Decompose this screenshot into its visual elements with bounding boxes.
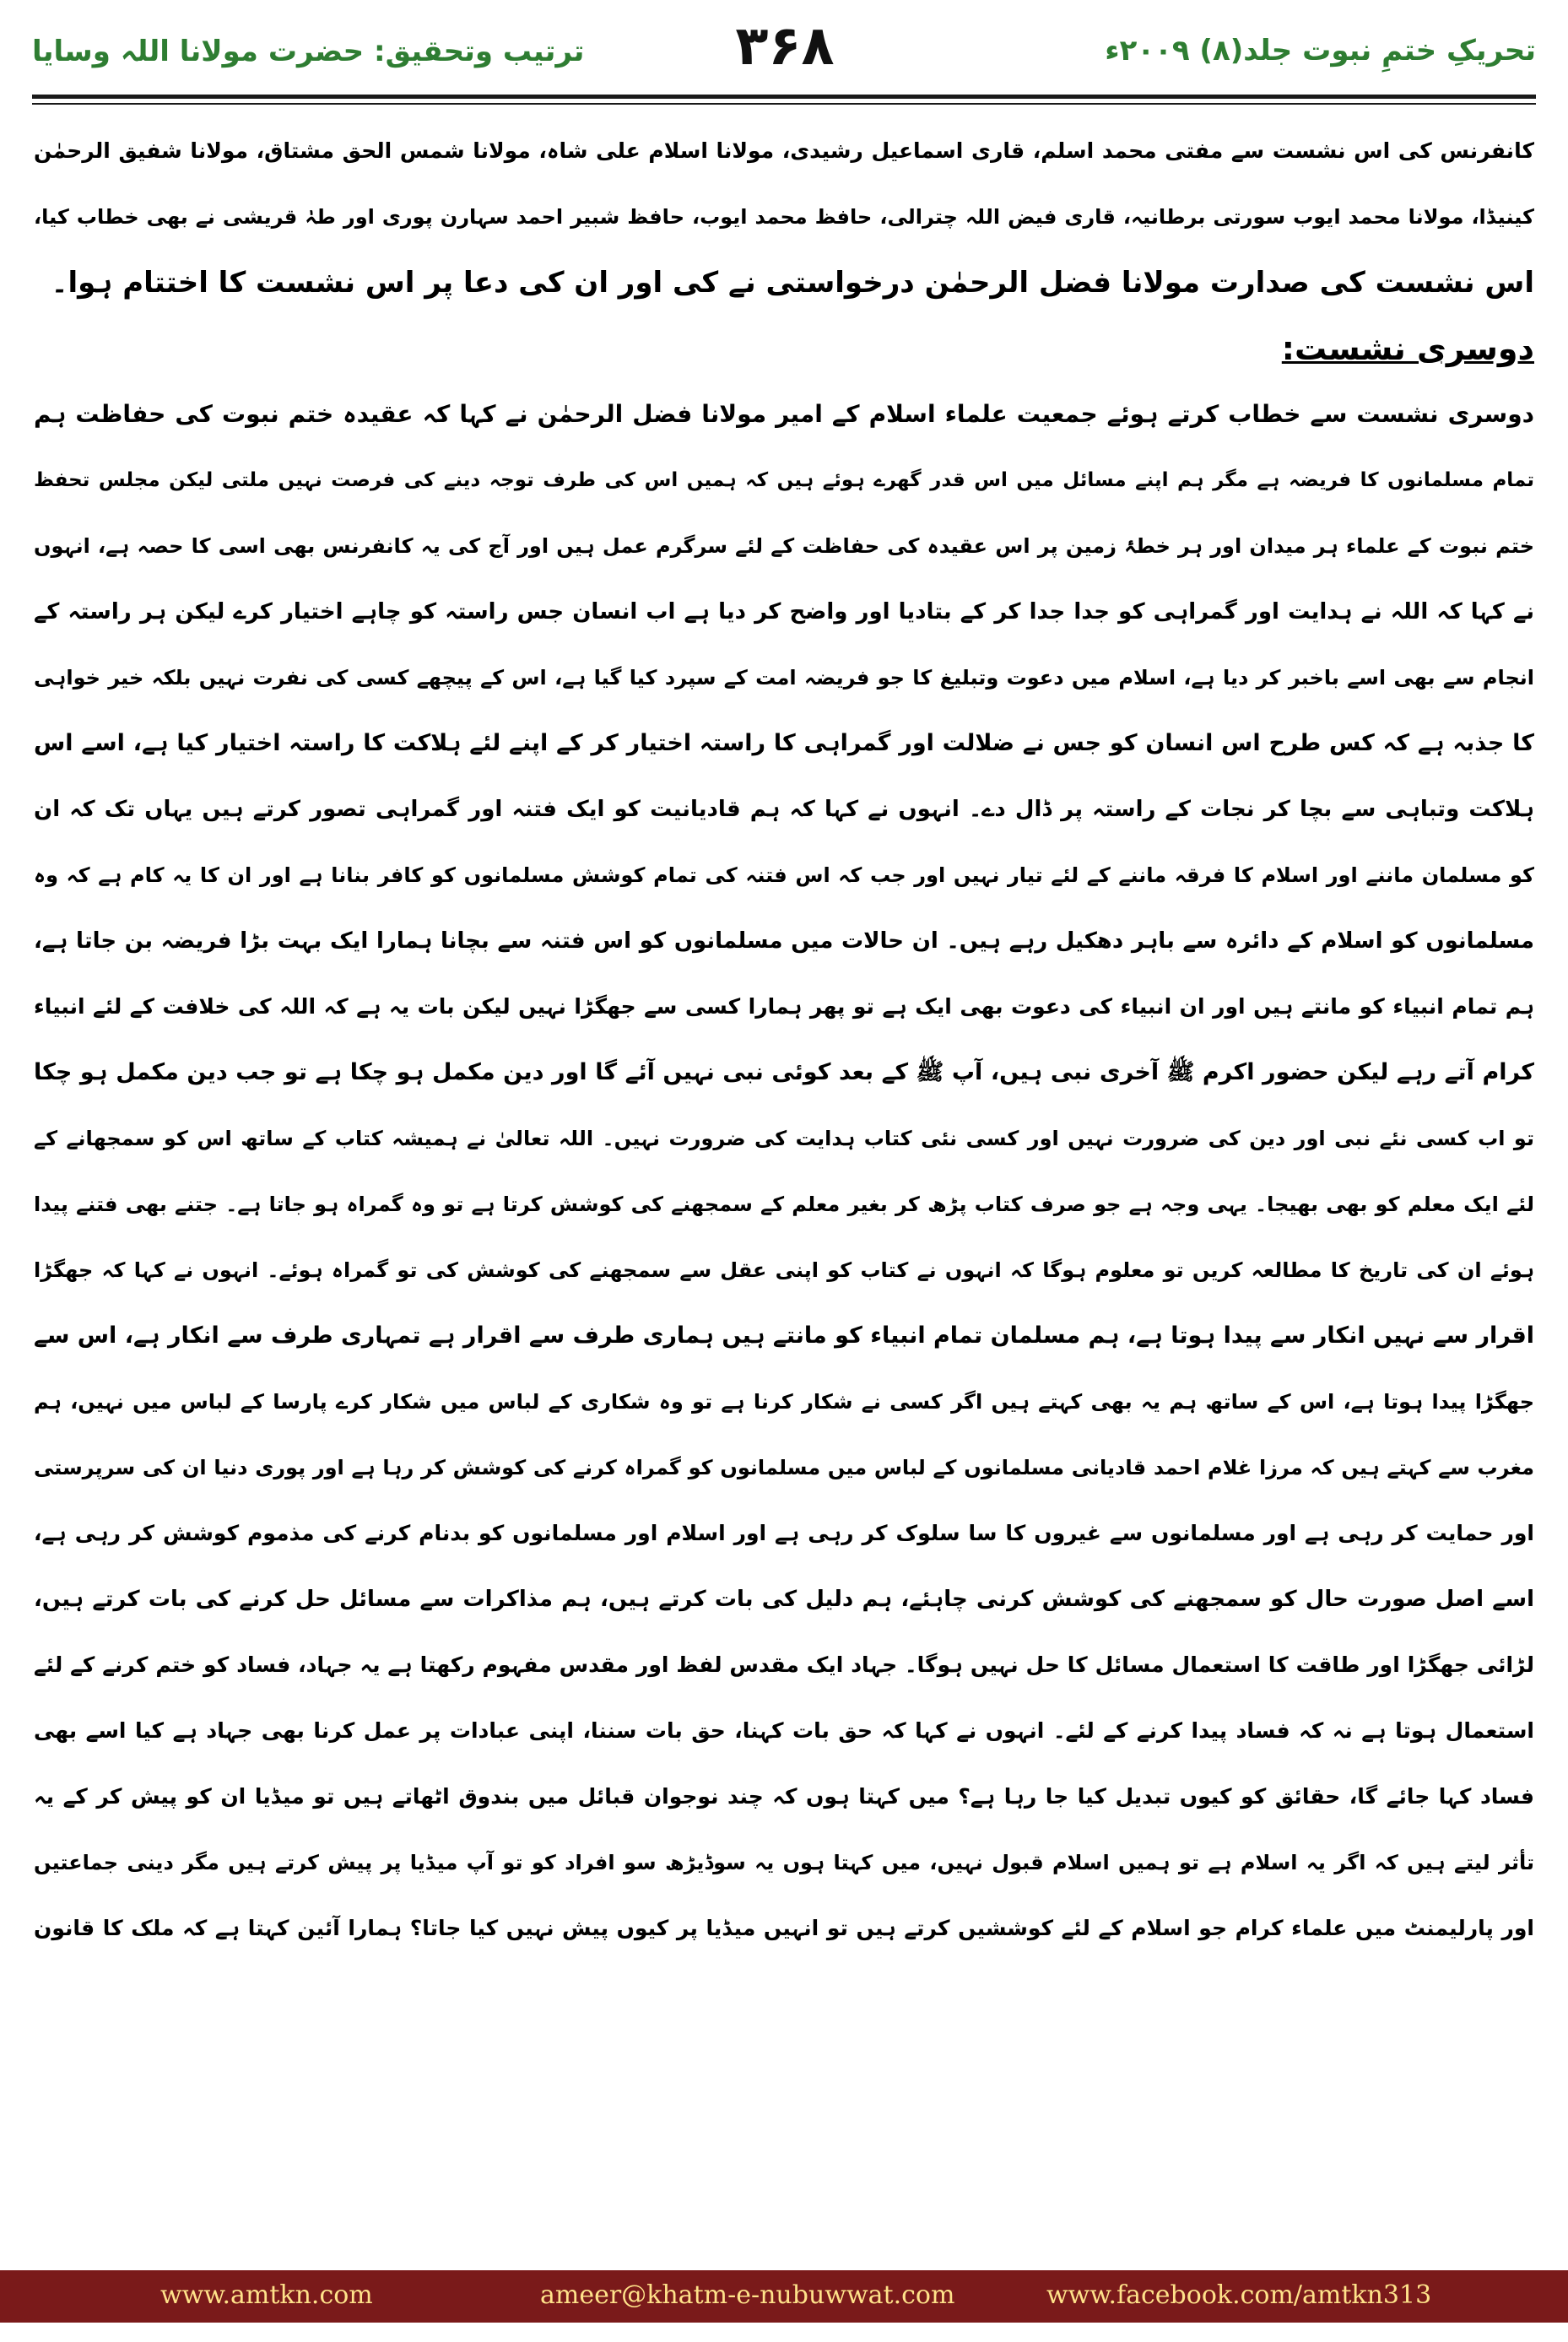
header-rule-thin xyxy=(32,103,1536,105)
body-line: ہلاکت وتباہی سے بچا کر نجات کے راستہ پر ڈال دے۔ انہوں نے کہا کہ ہم قادیانیت کو ایک فتنہ اور گمراہی تصور کرتے ہیں یہاں تک کہ ان xyxy=(34,797,1534,822)
page-number: ۳۶۸ xyxy=(735,15,835,78)
body-line: مغرب سے کہتے ہیں کہ مرزا غلام احمد قادیانی مسلمانوں کے لباس میں مسلمانوں کو گمراہ کرنے کی کوشش کر رہا ہے اور پوری دنیا ان کی سرپرستی xyxy=(34,1456,1534,1479)
body-line: فساد کہا جائے گا، حقائق کو کیوں تبدیل کیا جا رہا ہے؟ میں کہتا ہوں کہ چند نوجوان قبائل میں بندوق اٹھاتے ہیں تو میڈیا ان کو پیش کر کے یہ xyxy=(34,1784,1534,1809)
body-line: انجام سے بھی اسے باخبر کر دیا ہے، اسلام میں دعوت وتبلیغ کا جو فریضہ امت کے سپرد کیا گیا ہے، اس کے پیچھے کسی کی نفرت نہیں بلکہ خیر خواہی xyxy=(34,666,1534,690)
body-line: کو مسلمان ماننے اور اسلام کا فرقہ ماننے کے لئے تیار نہیں اور جب کہ اس فتنہ کی تمام کوشش مسلمانوں کو کافر بنانا ہے اور ان کا یہ کام ہے کہ وہ xyxy=(34,863,1534,887)
header-rule-thick xyxy=(32,95,1536,99)
intro-line: کینیڈا، مولانا محمد ایوب سورتی برطانیہ، قاری فیض اللہ چترالی، حافظ محمد ایوب، حافظ شبیر احمد سہارن پوری اور طہٰ قریشی نے بھی خطاب کیا، xyxy=(34,205,1534,229)
body-line: ہوئے ان کی تاریخ کا مطالعہ کریں تو معلوم ہوگا کہ انہوں نے کتاب کو اپنی عقل سے سمجھنے کی کوشش کی تو گمراہ ہوئے۔ انہوں نے کہا کہ جھگڑا xyxy=(34,1258,1534,1282)
body-line: اقرار سے نہیں انکار سے پیدا ہوتا ہے، ہم مسلمان تمام انبیاء کو مانتے ہیں ہماری طرف سے اقرار ہے تمہاری طرف سے انکار ہے، اس سے xyxy=(34,1322,1534,1349)
body-line: ختم نبوت کے علماء ہر میدان اور ہر خطۂ زمین پر اس عقیدہ کی حفاظت کے لئے سرگرم عمل ہیں اور آج کی یہ کانفرنس بھی اسی کا حصہ ہے، انہوں xyxy=(34,534,1534,558)
intro-line: کانفرنس کی اس نشست سے مفتی محمد اسلم، قاری اسماعیل رشیدی، مولانا اسلام علی شاہ، مولانا شمس الحق مشتاق، مولانا شفیق الرحمٰن xyxy=(34,138,1534,163)
body-line: لئے ایک معلم کو بھی بھیجا۔ یہی وجہ ہے جو صرف کتاب پڑھ کر بغیر معلم کے سمجھنے کی کوشش کرتا ہے تو وہ گمراہ ہو جاتا ہے۔ جتنے بھی فتنے پیدا xyxy=(34,1193,1534,1216)
section-heading: دوسری نشست: xyxy=(1281,330,1534,367)
facebook-link[interactable]: www.facebook.com/amtkn313 xyxy=(1046,2280,1432,2310)
body-line: مسلمانوں کو اسلام کے دائرہ سے باہر دھکیل رہے ہیں۔ ان حالات میں مسلمانوں کو اس فتنہ سے بچانا ہمارا ایک بہت بڑا فریضہ بن جاتا ہے، xyxy=(34,928,1534,954)
article-body xyxy=(34,118,1534,1961)
page-footer xyxy=(0,2270,1568,2323)
body-line: جھگڑا پیدا ہوتا ہے، اس کے ساتھ ہم یہ بھی کہتے ہیں اگر کسی نے شکار کرنا ہے تو وہ شکاری کے لباس میں شکار کرے پارسا کے لباس میں نہیں، ہم xyxy=(34,1390,1534,1414)
body-line: تأثر لیتے ہیں کہ اگر یہ اسلام ہے تو ہمیں اسلام قبول نہیں، میں کہتا ہوں یہ سوڈیڑھ سو افراد کو تو آپ میڈیا پر پیش کرتے ہیں مگر دینی جماعتیں xyxy=(34,1851,1534,1874)
body-line: نے کہا کہ اللہ نے ہدایت اور گمراہی کو جدا جدا کر کے بتادیا اور واضح کر دیا ہے اب انسان جس راستہ کو چاہے اختیار کرے لیکن ہر راستہ کے xyxy=(34,599,1534,625)
body-line: تو اب کسی نئے نبی اور دین کی ضرورت نہیں اور کسی نئی کتاب ہدایت کی ضرورت نہیں۔ اللہ تعالیٰ نے ہمیشہ کتاب کے ساتھ اس کو سمجھانے کے xyxy=(34,1127,1534,1150)
body-line: تمام مسلمانوں کا فریضہ ہے مگر ہم اپنے مسائل میں اس قدر گھرے ہوئے ہیں کہ ہمیں اس کی طرف توجہ دینے کی فرصت نہیں ملتی لیکن مجلس تحفظ xyxy=(34,469,1534,491)
body-line: ہم تمام انبیاء کو مانتے ہیں اور ان انبیاء کی دعوت بھی ایک ہے تو پھر ہمارا کسی سے جھگڑا نہیں لیکن بات یہ ہے کہ اللہ کی خلافت کے لئے انبیاء xyxy=(34,994,1534,1019)
body-line: اور حمایت کر رہی ہے اور مسلمانوں سے غیروں کا سا سلوک کر رہی ہے اور اسلام اور مسلمانوں کو بدنام کرنے کی مذموم کوشش کر رہی ہے، xyxy=(34,1521,1534,1545)
page-header xyxy=(0,0,1568,110)
body-line: اسے اصل صورت حال کو سمجھنے کی کوشش کرنی چاہئے، ہم دلیل کی بات کرتے ہیں، ہم مذاکرات سے مسائل حل کرنے کی بات کرتے ہیں، xyxy=(34,1587,1534,1612)
email-link[interactable]: ameer@khatm-e-nubuwwat.com xyxy=(540,2280,955,2310)
compiler-credit: ترتیب وتحقیق: حضرت مولانا اللہ وسایا xyxy=(32,35,585,68)
intro-line: اس نشست کی صدارت مولانا فضل الرحمٰن درخواستی نے کی اور ان کی دعا پر اس نشست کا اختتام ہوا۔ xyxy=(51,266,1534,300)
book-title: تحریکِ ختمِ نبوت جلد(۸) ۲۰۰۹ء xyxy=(1105,34,1536,68)
body-line: لڑائی جھگڑا اور طاقت کا استعمال مسائل کا حل نہیں ہوگا۔ جہاد ایک مقدس لفظ اور مقدس مفہوم رکھتا ہے یہ جہاد، فساد کو ختم کرنے کے لئے xyxy=(34,1652,1534,1677)
body-line: کا جذبہ ہے کہ کس طرح اس انسان کو جس نے ضلالت اور گمراہی کا راستہ اختیار کر کے اپنے لئے ہلاکت کا راستہ اختیار کیا ہے، اسے اس xyxy=(34,730,1534,756)
website-link[interactable]: www.amtkn.com xyxy=(160,2280,373,2310)
body-line: استعمال ہوتا ہے نہ کہ فساد پیدا کرنے کے لئے۔ انہوں نے کہا کہ حق بات کہنا، حق بات سننا، اپنی عبادات پر عمل کرنا بھی جہاد ہے کیا اسے بھی xyxy=(34,1718,1534,1743)
body-line: اور پارلیمنٹ میں علماء کرام جو اسلام کے لئے کوششیں کرتے ہیں تو انہیں میڈیا پر کیوں پیش نہیں کیا جاتا؟ ہمارا آئین کہتا ہے کہ ملک کا قانون xyxy=(34,1916,1534,1940)
body-line: کرام آتے رہے لیکن حضور اکرم ﷺ آخری نبی ہیں، آپ ﷺ کے بعد کوئی نبی نہیں آئے گا اور دین مکمل ہو چکا ہے تو جب دین مکمل ہو چکا xyxy=(34,1059,1534,1085)
body-line: دوسری نشست سے خطاب کرتے ہوئے جمعیت علماء اسلام کے امیر مولانا فضل الرحمٰن نے کہا کہ عقیدہ ختم نبوت کی حفاظت ہم xyxy=(34,400,1534,428)
